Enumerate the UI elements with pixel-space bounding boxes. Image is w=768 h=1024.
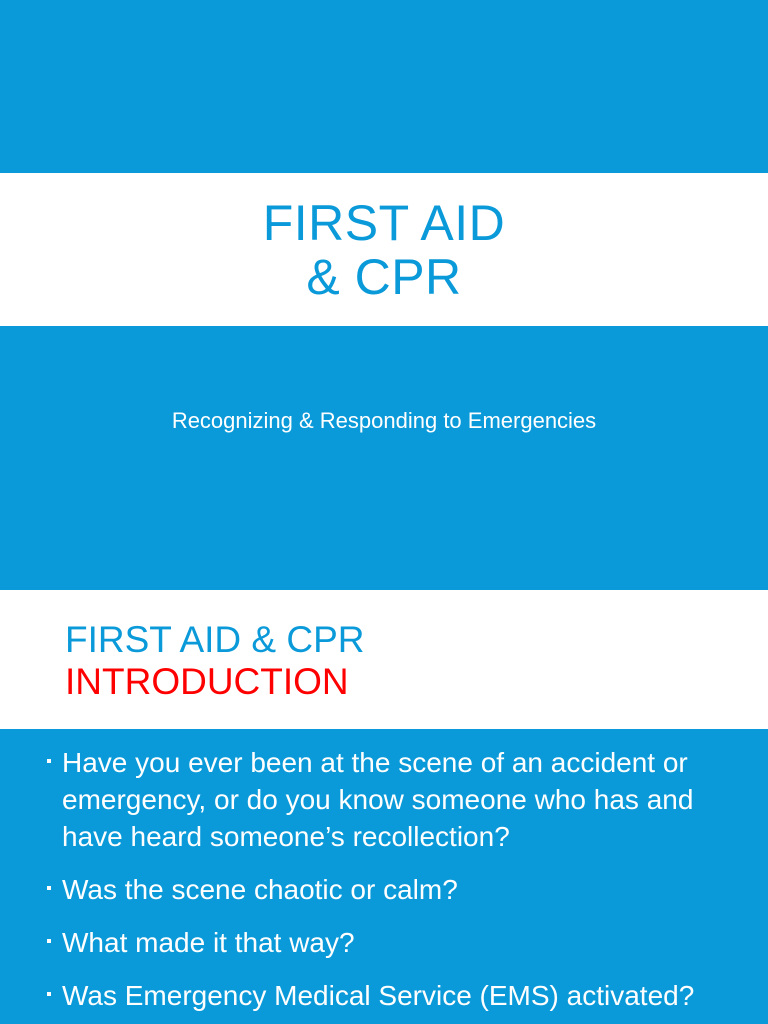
intro-header [0,590,768,729]
intro-slide [0,590,768,1024]
slide-subtitle: Recognizing & Responding to Emergencies [171,408,597,433]
intro-subtitle: INTRODUCTION [65,661,349,702]
bullet-text: Was the scene chaotic or calm? [62,874,458,905]
bullet-icon [47,992,51,996]
bullet-list [0,744,768,1024]
bullet-text: Have you ever been at the scene of an accident or emergency, or do you know someone who has and have heard someone’s recollection? [62,747,694,852]
bullet-item [0,744,768,855]
bullet-icon [47,759,51,763]
bullet-icon [47,939,51,943]
bullet-item [0,977,768,1014]
bullet-text: What made it that way? [62,927,355,958]
bullet-item [0,871,768,908]
bullet-text: Was Emergency Medical Service (EMS) activated? [62,980,695,1011]
intro-title: FIRST AID & CPR [65,619,365,660]
bullet-item [0,924,768,961]
bullet-icon [47,886,51,890]
slide-title-line-2: & CPR [306,248,462,305]
slide-title-line-1: FIRST AID [262,194,506,251]
title-band [0,173,768,326]
